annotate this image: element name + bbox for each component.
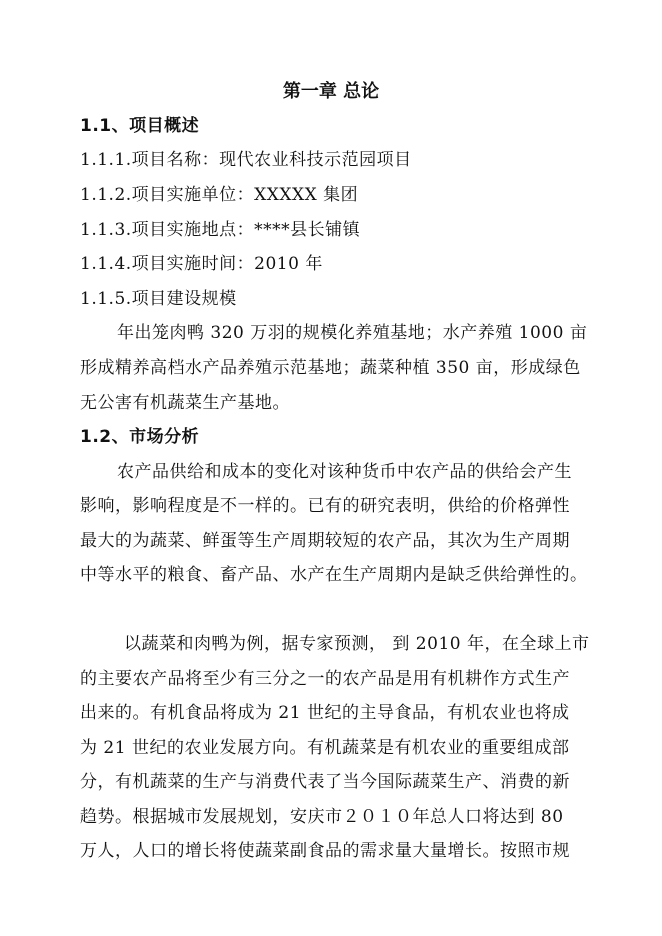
market-para2-line: 趋势。根据城市发展规划，安庆市２０１０年总人口将达到 80 — [80, 807, 564, 827]
section-heading-overview: 1.1、项目概述 — [80, 116, 200, 136]
market-para2-line: 出来的。有机食品将成为 21 世纪的主导食品，有机农业也将成 — [80, 703, 570, 723]
chapter-title: 第一章 总论 — [282, 81, 380, 102]
item-project-place: 1.1.3.项目实施地点：****县长铺镇 — [80, 220, 361, 240]
market-para2-line: 万人，人口的增长将使蔬菜副食品的需求量大量增长。按照市规 — [80, 841, 570, 861]
market-para2-line: 分，有机蔬菜的生产与消费代表了当今国际蔬菜生产、消费的新 — [80, 772, 570, 792]
scale-line: 形成精养高档水产品养殖示范基地；蔬菜种植 350 亩，形成绿色 — [80, 358, 581, 378]
item-project-unit: 1.1.2.项目实施单位：XXXXX 集团 — [80, 185, 359, 205]
scale-line: 年出笼肉鸭 320 万羽的规模化养殖基地；水产养殖 1000 亩 — [117, 323, 588, 343]
item-project-name: 1.1.1.项目名称：现代农业科技示范园项目 — [80, 150, 412, 170]
market-para1-line: 最大的为蔬菜、鲜蛋等生产周期较短的农产品，其次为生产周期 — [80, 531, 570, 551]
market-para2-line: 为 21 世纪的农业发展方向。有机蔬菜是有机农业的重要组成部 — [80, 738, 570, 758]
section-heading-market: 1.2、市场分析 — [80, 427, 200, 447]
market-para1-line: 影响，影响程度是不一样的。已有的研究表明，供给的价格弹性 — [80, 496, 570, 516]
market-para2-line: 以蔬菜和肉鸭为例，据专家预测， 到 2010 年，在全球上市 — [124, 634, 590, 654]
market-para2-line: 的主要农产品将至少有三分之一的农产品是用有机耕作方式生产 — [80, 669, 570, 689]
item-project-scale: 1.1.5.项目建设规模 — [80, 289, 237, 309]
scale-line: 无公害有机蔬菜生产基地。 — [80, 393, 290, 413]
market-para1-line: 农产品供给和成本的变化对该种货币中农产品的供给会产生 — [117, 462, 572, 482]
market-para1-line: 中等水平的粮食、畜产品、水产在生产周期内是缺乏供给弹性的。 — [80, 565, 588, 585]
item-project-time: 1.1.4.项目实施时间：2010 年 — [80, 254, 323, 274]
